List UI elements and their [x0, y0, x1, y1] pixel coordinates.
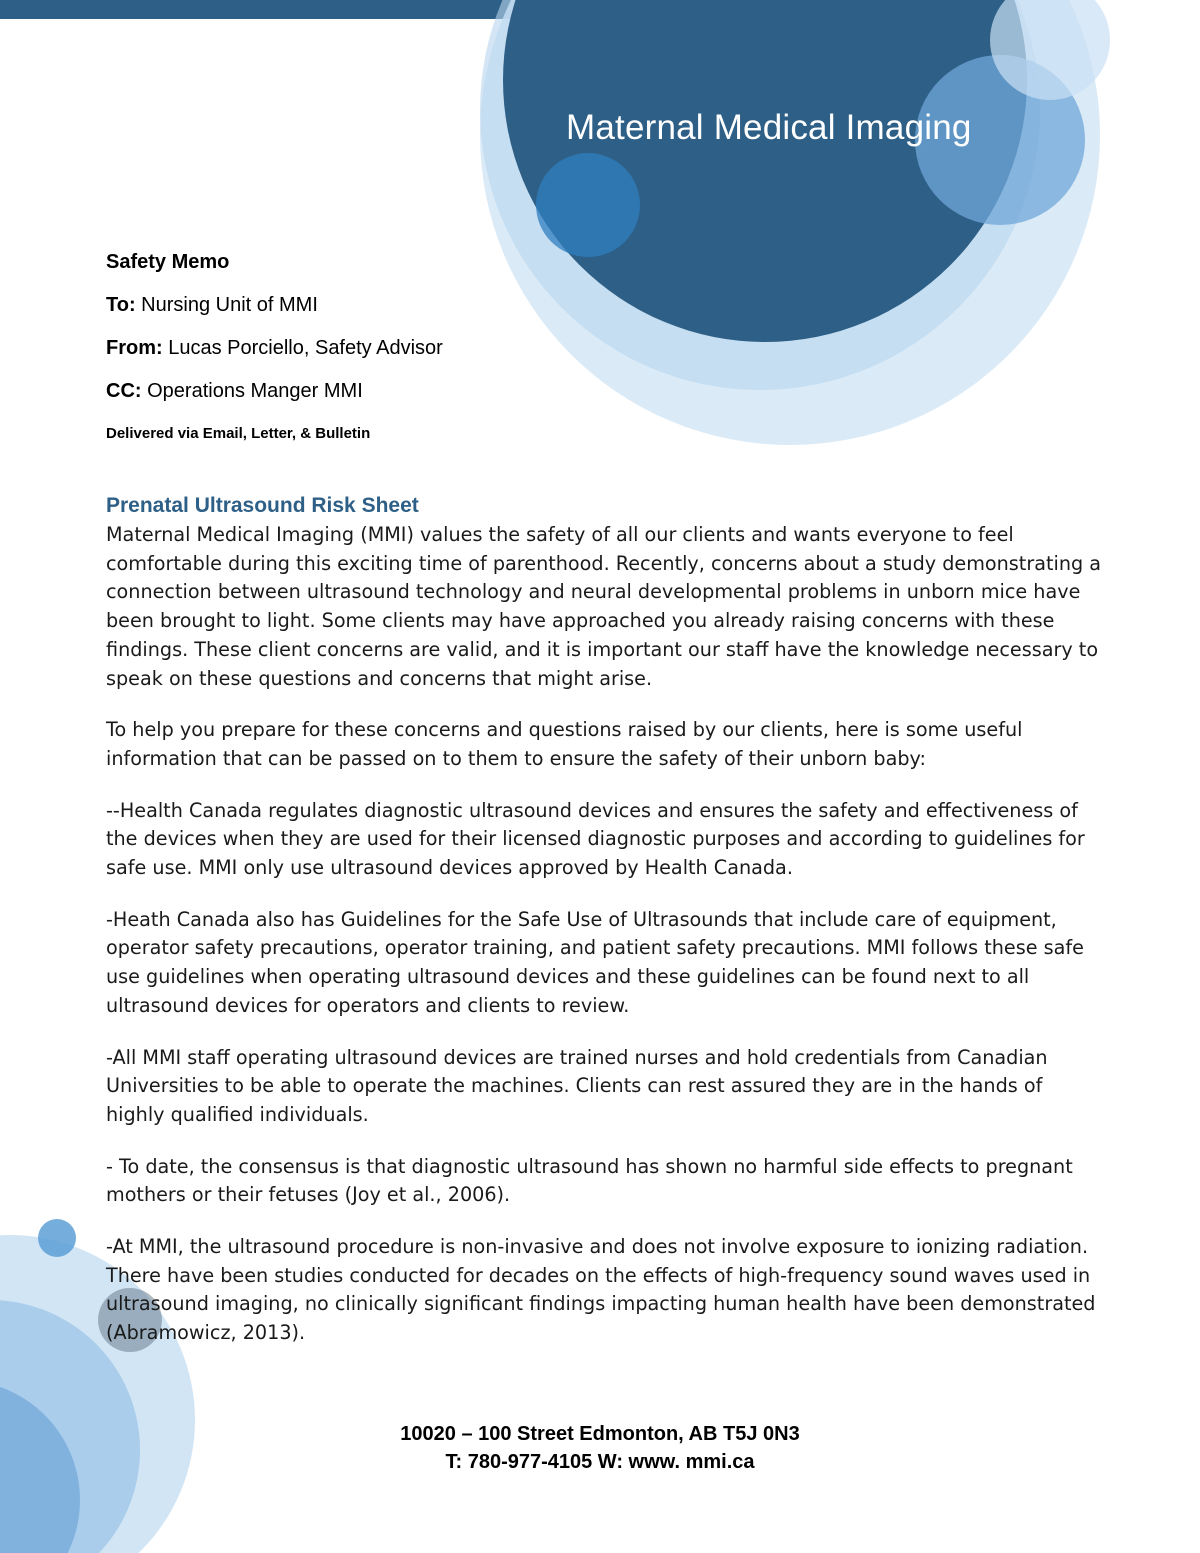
memo-to-line	[106, 291, 443, 334]
footer-phone-web: T: 780-977-4105 W: www. mmi.ca	[445, 1451, 755, 1473]
footer-address: 10020 – 100 Street Edmonton, AB T5J 0N3	[400, 1423, 800, 1445]
point-trained-staff: -All MMI staff operating ultrasound devices are trained nurses and hold credentials from Canadian Universities to be able to operate the machines. Clients can rest assured they are in the hands of highly qualified individuals.	[106, 1045, 1048, 1126]
memo-heading: Safety Memo	[106, 251, 230, 273]
risk-sheet-title: Prenatal Ultrasound Risk Sheet	[106, 494, 419, 517]
organization-title: Maternal Medical Imaging	[566, 108, 972, 147]
point-safe-use-guidelines: -Heath Canada also has Guidelines for the Safe Use of Ultrasounds that include care of equipment, operator safety precautions, operator training, and patient safety precautions. MMI follows these safe use guidelines when operating ultrasound devices and these guidelines can be found next to all ultrasound devices for operators and clients to review.	[106, 907, 1084, 1017]
to-label: To:	[106, 294, 136, 316]
prepare-paragraph: To help you prepare for these concerns and questions raised by our clients, here is some useful information that can be passed on to them to ensure the safety of their unborn baby:	[106, 718, 1023, 770]
risk-sheet-body	[106, 521, 1101, 1371]
from-label: From:	[106, 337, 163, 359]
point-health-canada-regulates: --Health Canada regulates diagnostic ultrasound devices and ensures the safety and effectiveness of the devices when they are used for their licensed diagnostic purposes and according to guidelines for safe use. MMI only use ultrasound devices approved by Health Canada.	[106, 798, 1085, 880]
cc-value: Operations Manger MMI	[147, 380, 363, 402]
memo-header	[106, 248, 443, 463]
point-consensus: - To date, the consensus is that diagnostic ultrasound has shown no harmful side effects to pregnant mothers or their fetuses (Joy et al., 2006).	[106, 1154, 1073, 1207]
memo-cc-line	[106, 377, 443, 420]
memo-from-line	[106, 334, 443, 377]
from-value: Lucas Porciello, Safety Advisor	[168, 337, 443, 359]
footer-contact	[300, 1420, 900, 1476]
to-value: Nursing Unit of MMI	[141, 294, 318, 316]
intro-paragraph: Maternal Medical Imaging (MMI) values the safety of all our clients and wants everyone to feel comfortable during this exciting time of parenthood. Recently, concerns about a study demonstrating a connection between ultrasound technology and neural developmental problems in unborn mice have been brought to light. Some clients may have approached you already raising concerns with these findings. These client concerns are valid, and it is important our staff have the knowledge necessary to speak on these questions and concerns that might arise.	[106, 523, 1102, 690]
cc-label: CC:	[106, 380, 142, 402]
point-non-invasive: -At MMI, the ultrasound procedure is non-invasive and does not involve exposure to ionizing radiation. There have been studies conducted for decades on the effects of high-frequency sound waves used in ultrasound imaging, no clinically significant findings impacting human health have been demonstrated (Abramowicz, 2013).	[106, 1235, 1096, 1345]
memo-delivery-line: Delivered via Email, Letter, & Bulletin	[106, 425, 371, 442]
